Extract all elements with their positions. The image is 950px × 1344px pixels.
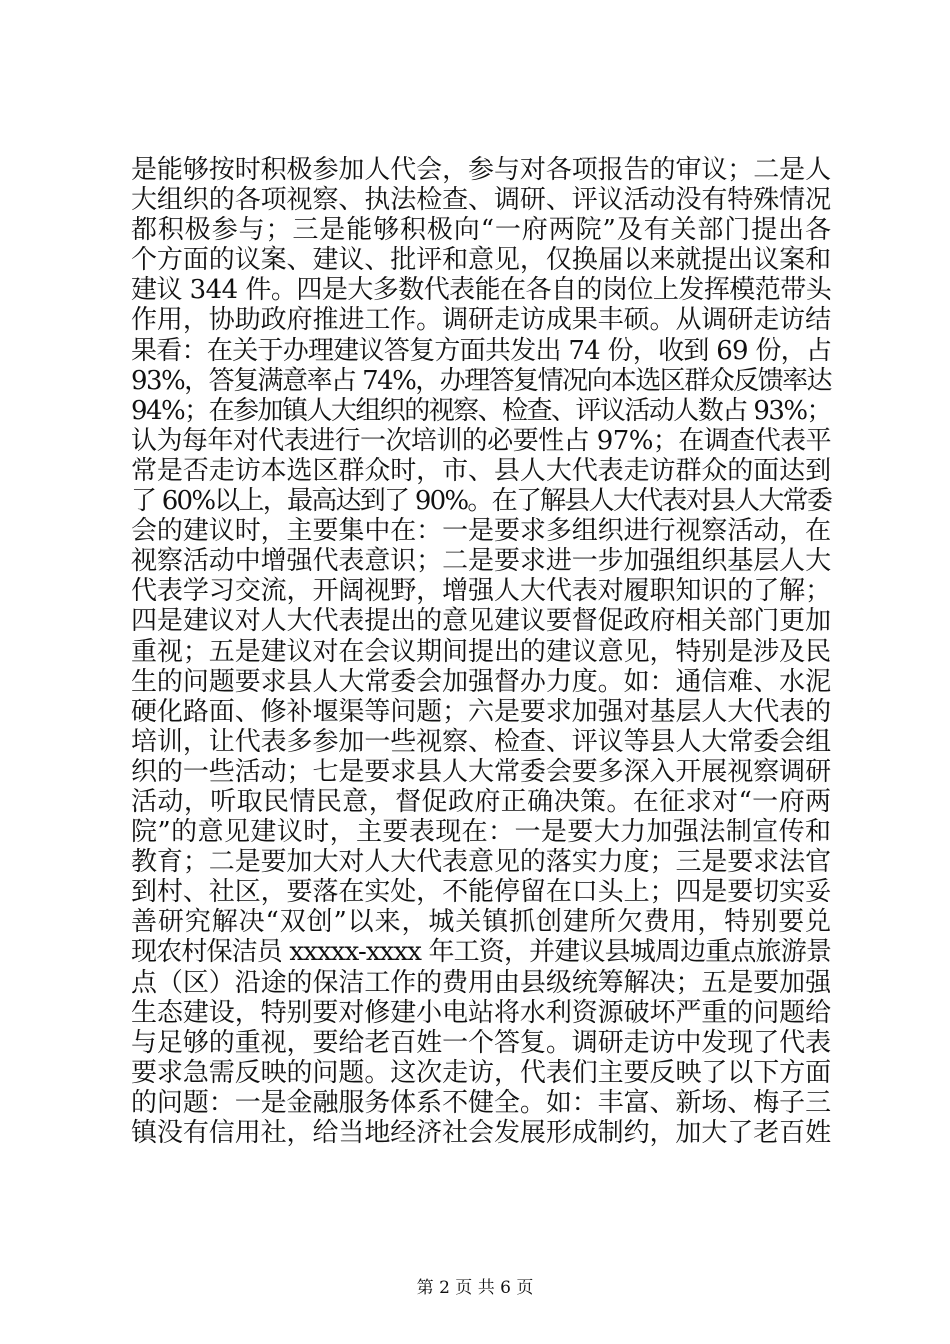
text-line: 教育；二是要加大对人大代表意见的落实力度；三是要求法官 — [131, 847, 832, 878]
text-line: 的问题：一是金融服务体系不健全。如：丰富、新场、梅子三 — [131, 1087, 832, 1118]
text-line: 会的建议时，主要集中在：一是要求多组织进行视察活动，在 — [131, 516, 832, 547]
text-line: 重视；五是建议对在会议期间提出的建议意见，特别是涉及民 — [131, 636, 832, 667]
text-line: 四是建议对人大代表提出的意见建议要督促政府相关部门更加 — [131, 606, 832, 637]
text-line: 作用，协助政府推进工作。调研走访成果丰硕。从调研走访结 — [131, 305, 832, 336]
text-line: 果看：在关于办理建议答复方面共发出 74 份，收到 69 份，占 — [131, 335, 832, 366]
text-line: 认为每年对代表进行一次培训的必要性占 97%；在调查代表平 — [131, 425, 832, 456]
text-line: 生态建设，特别要对修建小电站将水利资源破坏严重的问题给 — [131, 997, 832, 1028]
page-footer: 第 2 页 共 6 页 — [416, 1278, 534, 1298]
text-line: 织的一些活动；七是要求县人大常委会要多深入开展视察调研 — [131, 756, 832, 787]
text-line: 培训，让代表多参加一些视察、检查、评议等县人大常委会组 — [131, 726, 832, 757]
text-line: 代表学习交流，开阔视野，增强人大代表对履职知识的了解； — [131, 576, 832, 607]
text-line: 了 60%以上，最高达到了 90%。在了解县人大代表对县人大常委 — [131, 486, 832, 517]
text-line: 点（区）沿途的保洁工作的费用由县级统筹解决；五是要加强 — [131, 967, 832, 998]
text-line: 个方面的议案、建议、批评和意见，仅换届以来就提出议案和 — [131, 245, 832, 276]
text-line: 善研究解决“双创”以来，城关镇抓创建所欠费用，特别要兑 — [131, 907, 831, 938]
text-line: 常是否走访本选区群众时，市、县人大代表走访群众的面达到 — [131, 455, 832, 486]
text-line: 现农村保洁员 xxxxx-xxxx 年工资，并建议县城周边重点旅游景 — [131, 937, 831, 968]
text-line: 与足够的重视，要给老百姓一个答复。调研走访中发现了代表 — [131, 1027, 832, 1058]
text-line: 是能够按时积极参加人代会，参与对各项报告的审议；二是人 — [131, 155, 832, 185]
text-line: 硬化路面、修补堰渠等问题；六是要求加强对基层人大代表的 — [131, 696, 832, 727]
text-line: 建议 344 件。四是大多数代表能在各自的岗位上发挥模范带头 — [131, 275, 832, 306]
text-line: 94%；在参加镇人大组织的视察、检查、评议活动人数占 93%； — [131, 395, 831, 426]
text-line: 93%，答复满意率占 74%，办理答复情况向本选区群众反馈率达 — [131, 365, 831, 396]
text-line: 视察活动中增强代表意识；二是要求进一步加强组织基层人大 — [131, 546, 832, 577]
text-line: 都积极参与；三是能够积极向“一府两院”及有关部门提出各 — [131, 215, 831, 246]
text-line: 生的问题要求县人大常委会加强督办力度。如：通信难、水泥 — [131, 666, 832, 697]
text-line: 院”的意见建议时，主要表现在：一是要大力加强法制宣传和 — [131, 817, 831, 848]
text-line: 活动，听取民情民意，督促政府正确决策。在征求对“一府两 — [131, 786, 831, 817]
text-line: 要求急需反映的问题。这次走访，代表们主要反映了以下方面 — [131, 1057, 832, 1088]
body-text — [131, 155, 831, 1148]
text-line: 到村、社区，要落在实处，不能停留在口头上；四是要切实妥 — [131, 877, 832, 908]
text-line: 镇没有信用社，给当地经济社会发展形成制约，加大了老百姓 — [131, 1118, 832, 1148]
text-line: 大组织的各项视察、执法检查、调研、评议活动没有特殊情况 — [131, 185, 832, 216]
